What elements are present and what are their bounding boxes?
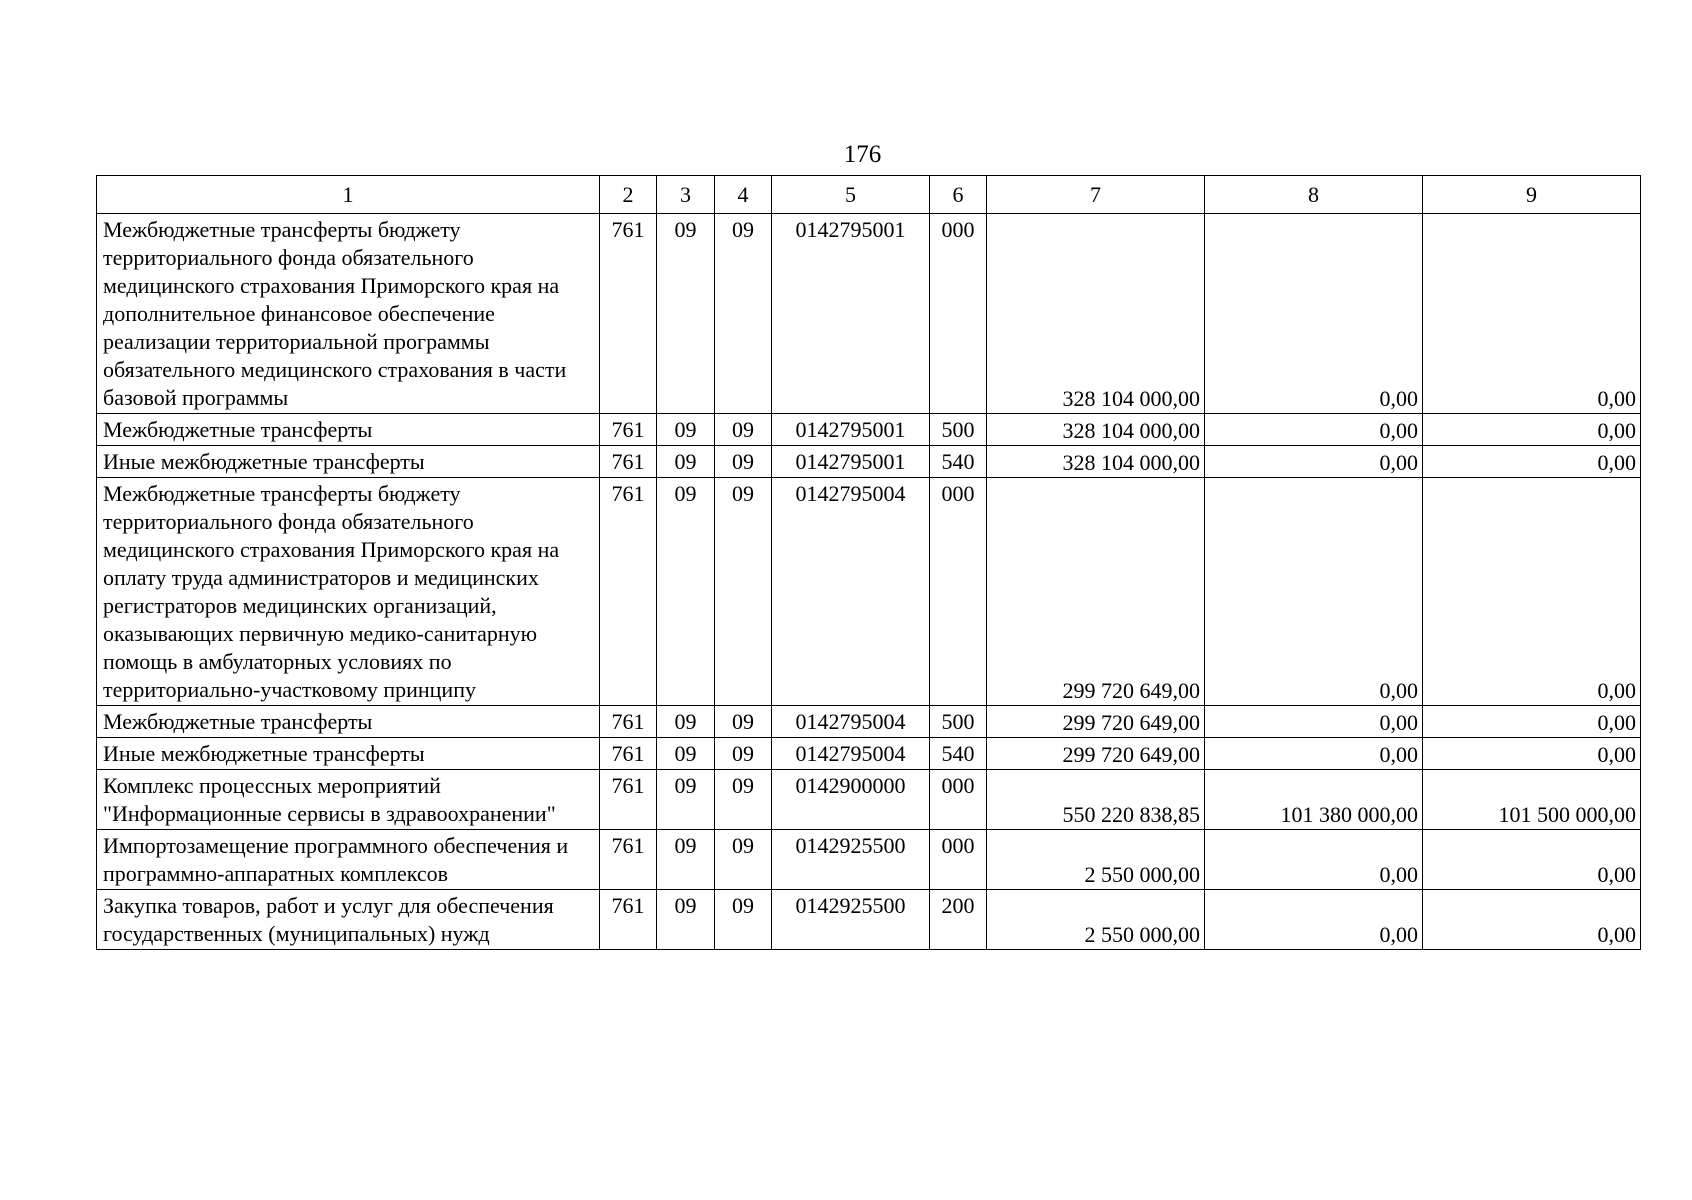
section-code: 09 [657,890,715,950]
expense-type-code: 000 [930,770,987,830]
section-code: 09 [657,446,715,478]
table-row [97,446,1641,478]
amount-col7: 328 104 000,00 [987,414,1205,446]
target-article-code: 0142795004 [772,478,930,706]
expense-type-code: 000 [930,214,987,414]
grbs-code: 761 [600,890,657,950]
amount-col8: 0,00 [1205,706,1423,738]
subsection-code: 09 [715,706,772,738]
expense-type-code: 500 [930,414,987,446]
subsection-code: 09 [715,414,772,446]
subsection-code: 09 [715,830,772,890]
amount-col8: 0,00 [1205,830,1423,890]
row-name: Комплекс процессных мероприятий "Информационные сервисы в здравоохранении" [97,770,600,830]
column-number: 6 [930,176,987,214]
amount-col9: 101 500 000,00 [1423,770,1641,830]
amount-col9: 0,00 [1423,446,1641,478]
expense-type-code: 500 [930,706,987,738]
table-row [97,414,1641,446]
amount-col8: 0,00 [1205,738,1423,770]
expense-type-code: 000 [930,478,987,706]
amount-col9: 0,00 [1423,890,1641,950]
target-article-code: 0142900000 [772,770,930,830]
section-code: 09 [657,414,715,446]
amount-col8: 0,00 [1205,890,1423,950]
amount-col8: 0,00 [1205,214,1423,414]
table-row [97,830,1641,890]
column-number: 3 [657,176,715,214]
amount-col7: 550 220 838,85 [987,770,1205,830]
amount-col9: 0,00 [1423,414,1641,446]
amount-col9: 0,00 [1423,738,1641,770]
target-article-code: 0142795001 [772,446,930,478]
table-row [97,890,1641,950]
column-number: 9 [1423,176,1641,214]
grbs-code: 761 [600,770,657,830]
row-name: Межбюджетные трансферты бюджету территориального фонда обязательного медицинского страхования Приморского края на оплату труда администраторов и медицинских регистраторов медицинских организаций, оказывающих первичную медико-санитарную помощь в амбулаторных условиях по территориально-участковому принципу [97,478,600,706]
target-article-code: 0142795004 [772,706,930,738]
row-name: Межбюджетные трансферты [97,414,600,446]
expense-type-code: 540 [930,446,987,478]
amount-col9: 0,00 [1423,478,1641,706]
target-article-code: 0142925500 [772,830,930,890]
row-name: Иные межбюджетные трансферты [97,738,600,770]
table-row [97,478,1641,706]
amount-col9: 0,00 [1423,706,1641,738]
amount-col7: 2 550 000,00 [987,830,1205,890]
column-number: 4 [715,176,772,214]
column-number: 2 [600,176,657,214]
row-name: Межбюджетные трансферты бюджету территориального фонда обязательного медицинского страхования Приморского края на дополнительное финансовое обеспечение реализации территориальной программы обязательного медицинского страхования в части базовой программы [97,214,600,414]
expense-type-code: 540 [930,738,987,770]
amount-col7: 299 720 649,00 [987,478,1205,706]
grbs-code: 761 [600,414,657,446]
subsection-code: 09 [715,770,772,830]
page-number: 176 [843,141,882,168]
amount-col7: 2 550 000,00 [987,890,1205,950]
section-code: 09 [657,706,715,738]
section-code: 09 [657,770,715,830]
grbs-code: 761 [600,478,657,706]
section-code: 09 [657,478,715,706]
amount-col8: 0,00 [1205,414,1423,446]
amount-col7: 299 720 649,00 [987,738,1205,770]
grbs-code: 761 [600,446,657,478]
amount-col7: 299 720 649,00 [987,706,1205,738]
section-code: 09 [657,214,715,414]
subsection-code: 09 [715,446,772,478]
subsection-code: 09 [715,478,772,706]
table-row [97,770,1641,830]
grbs-code: 761 [600,830,657,890]
column-number: 8 [1205,176,1423,214]
table-row [97,706,1641,738]
row-name: Импортозамещение программного обеспечения и программно-аппаратных комплексов [97,830,600,890]
expense-type-code: 200 [930,890,987,950]
column-number: 1 [97,176,600,214]
amount-col8: 101 380 000,00 [1205,770,1423,830]
budget-table [96,175,1641,950]
expense-type-code: 000 [930,830,987,890]
table-row [97,738,1641,770]
subsection-code: 09 [715,214,772,414]
target-article-code: 0142795001 [772,414,930,446]
section-code: 09 [657,738,715,770]
amount-col7: 328 104 000,00 [987,446,1205,478]
amount-col8: 0,00 [1205,478,1423,706]
subsection-code: 09 [715,738,772,770]
amount-col9: 0,00 [1423,214,1641,414]
amount-col8: 0,00 [1205,446,1423,478]
grbs-code: 761 [600,706,657,738]
column-number: 5 [772,176,930,214]
section-code: 09 [657,830,715,890]
column-number: 7 [987,176,1205,214]
grbs-code: 761 [600,738,657,770]
row-name: Закупка товаров, работ и услуг для обеспечения государственных (муниципальных) нужд [97,890,600,950]
column-number-row [97,176,1641,214]
row-name: Межбюджетные трансферты [97,706,600,738]
target-article-code: 0142925500 [772,890,930,950]
amount-col7: 328 104 000,00 [987,214,1205,414]
target-article-code: 0142795001 [772,214,930,414]
subsection-code: 09 [715,890,772,950]
grbs-code: 761 [600,214,657,414]
table-row [97,214,1641,414]
row-name: Иные межбюджетные трансферты [97,446,600,478]
amount-col9: 0,00 [1423,830,1641,890]
target-article-code: 0142795004 [772,738,930,770]
